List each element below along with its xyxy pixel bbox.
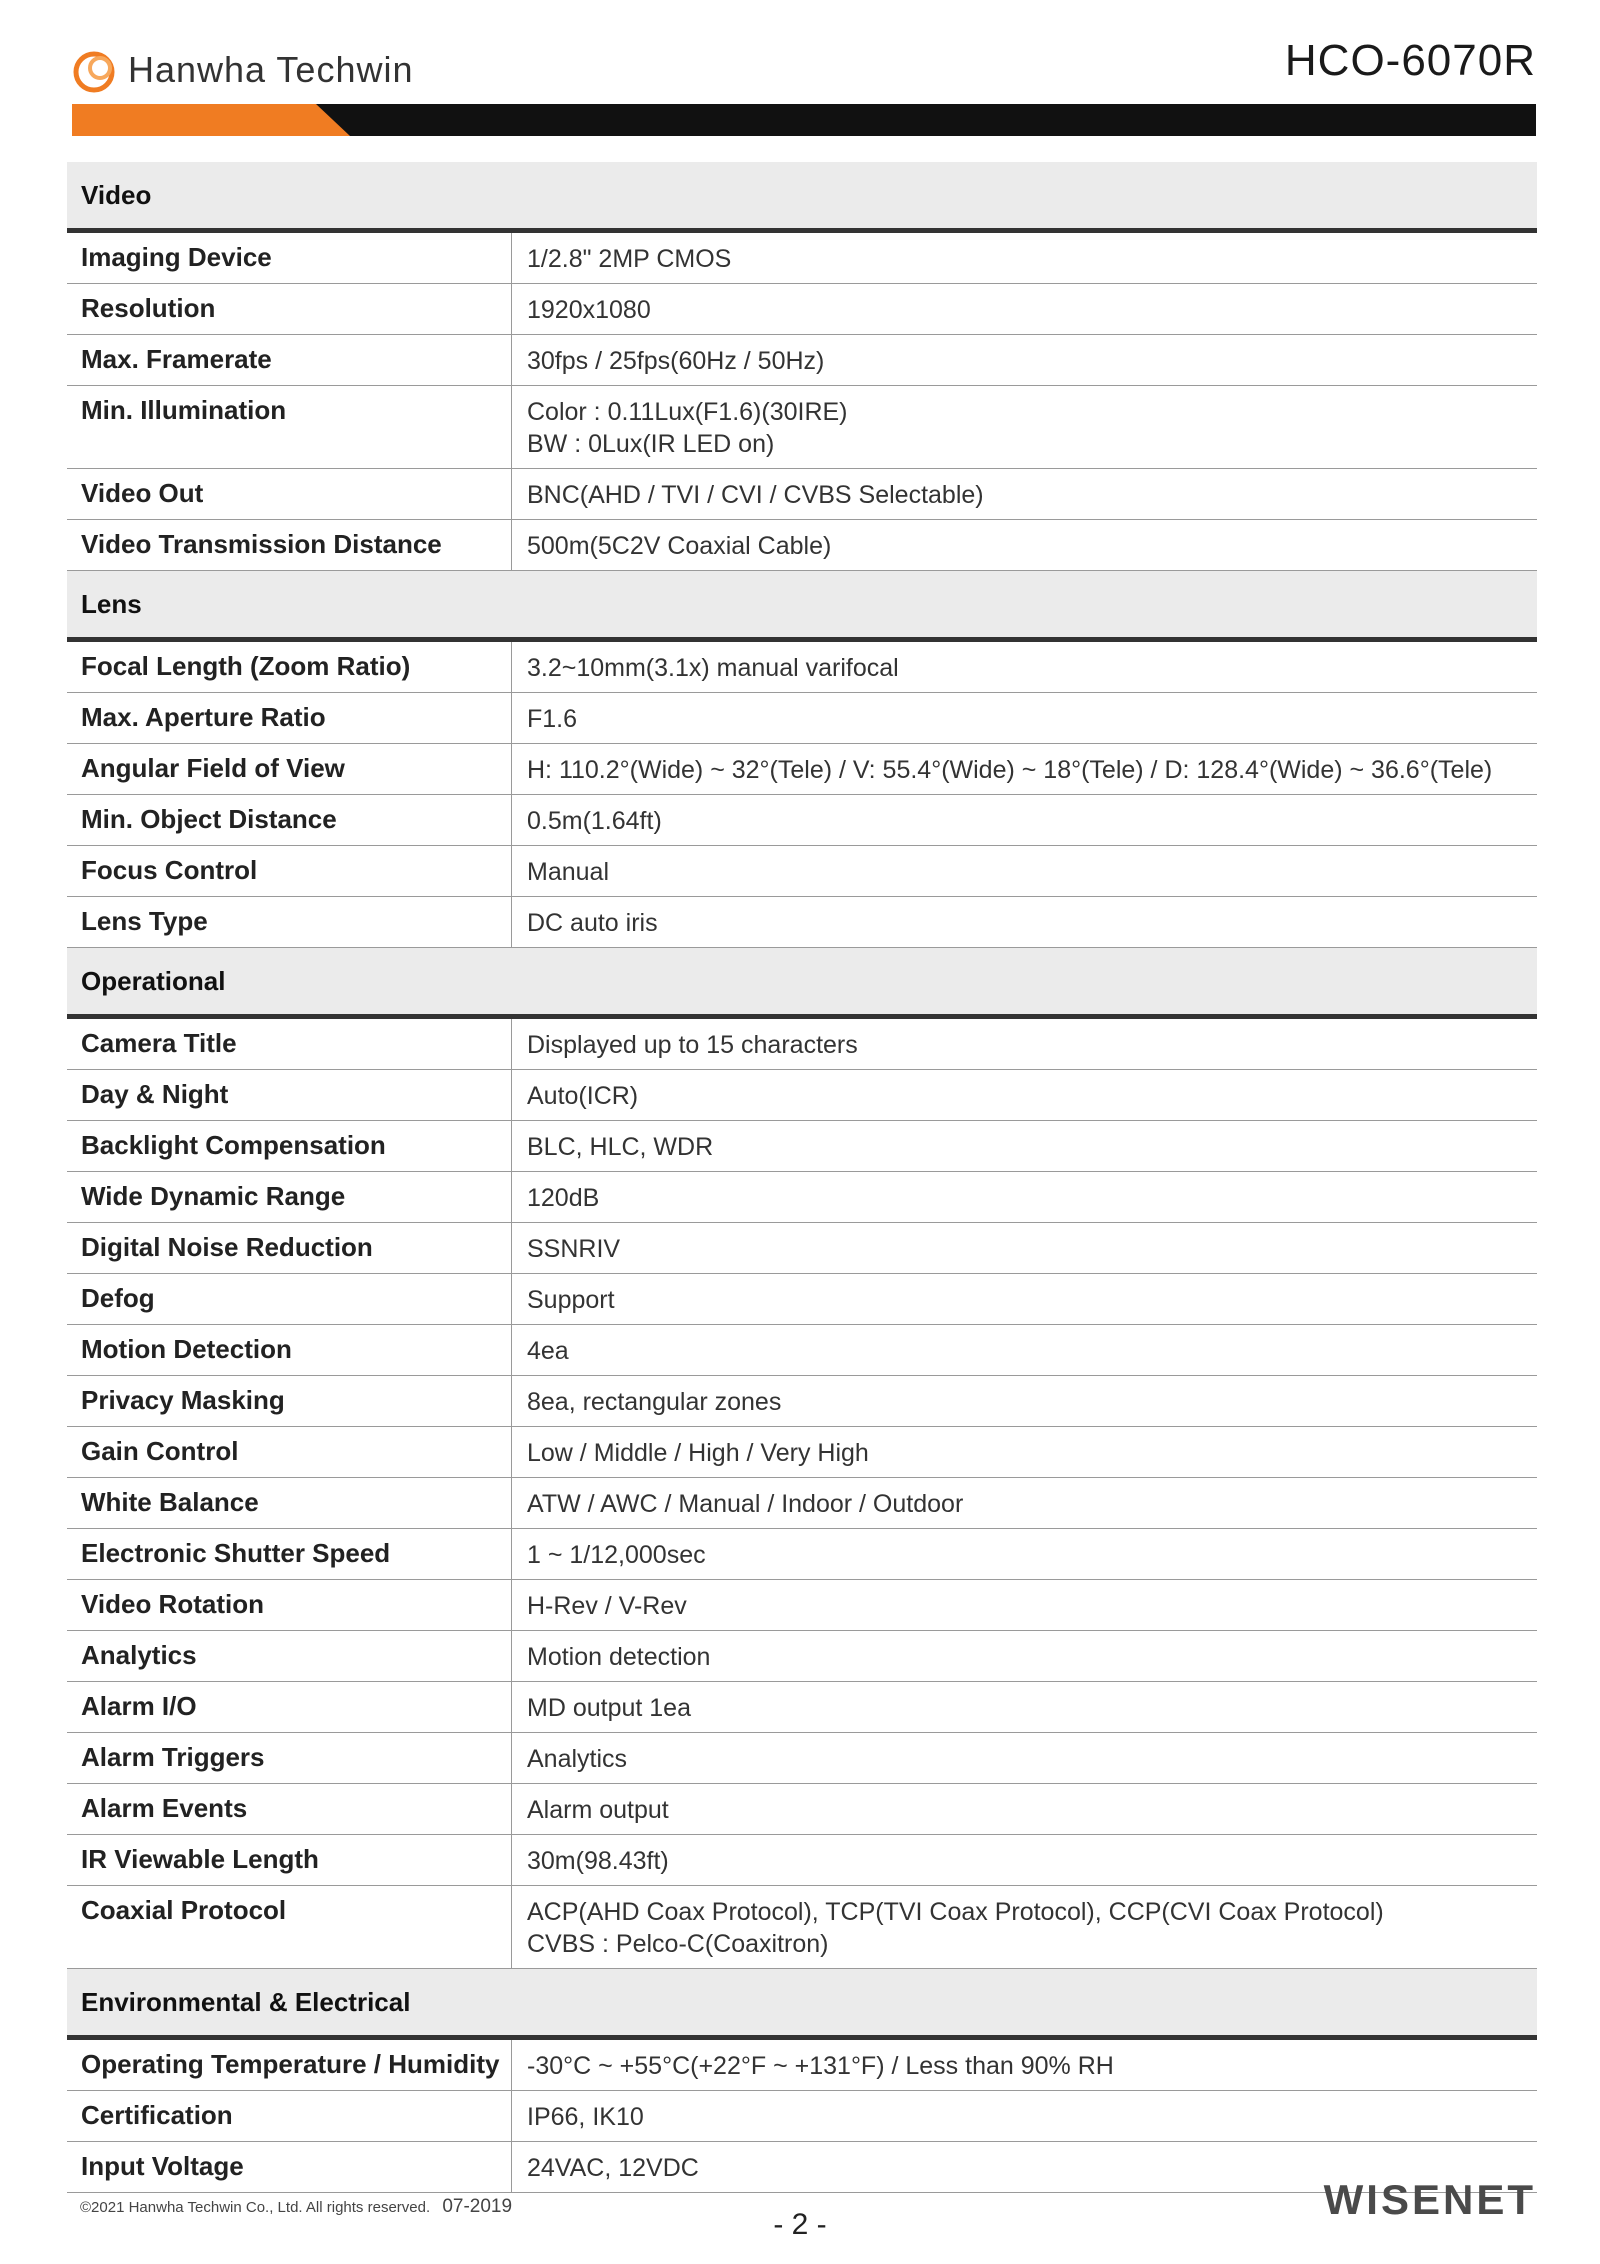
spec-section — [67, 571, 1537, 948]
spec-row — [67, 1274, 1537, 1325]
spec-row — [67, 1835, 1537, 1886]
hanwha-logo-icon — [70, 44, 122, 96]
spec-value-line: 500m(5C2V Coaxial Cable) — [527, 532, 832, 560]
page-footer — [0, 2160, 1600, 2260]
spec-label: Backlight Compensation — [67, 1121, 512, 1171]
header-band — [72, 104, 1536, 136]
spec-value — [512, 1682, 1537, 1732]
spec-value — [512, 1631, 1537, 1681]
spec-value-line: BNC(AHD / TVI / CVI / CVBS Selectable) — [527, 481, 984, 509]
spec-value-line: Displayed up to 15 characters — [527, 1031, 858, 1059]
spec-value-line: Color : 0.11Lux(F1.6)(30IRE) — [527, 398, 848, 426]
page-header — [0, 0, 1600, 140]
spec-value — [512, 1070, 1537, 1120]
spec-value-line: Motion detection — [527, 1643, 711, 1671]
spec-label: Certification — [67, 2091, 512, 2141]
spec-value — [512, 1325, 1537, 1375]
spec-label: Video Transmission Distance — [67, 520, 512, 570]
spec-value-line: 1920x1080 — [527, 296, 651, 324]
spec-value — [512, 1886, 1537, 1968]
spec-value — [512, 1427, 1537, 1477]
spec-row — [67, 2040, 1537, 2091]
spec-value — [512, 1121, 1537, 1171]
spec-value-line: ACP(AHD Coax Protocol), TCP(TVI Coax Protocol), CCP(CVI Coax Protocol) — [527, 1898, 1384, 1926]
spec-label: Alarm I/O — [67, 1682, 512, 1732]
spec-label: Operating Temperature / Humidity — [67, 2040, 512, 2090]
section-title: Lens — [67, 571, 1537, 642]
spec-value-line: SSNRIV — [527, 1235, 621, 1263]
spec-value-line: Auto(ICR) — [527, 1082, 639, 1110]
spec-value — [512, 897, 1537, 947]
spec-value — [512, 1223, 1537, 1273]
spec-row — [67, 1478, 1537, 1529]
spec-table — [67, 162, 1537, 2193]
spec-value-line: F1.6 — [527, 705, 578, 733]
spec-label: Motion Detection — [67, 1325, 512, 1375]
spec-label: Alarm Events — [67, 1784, 512, 1834]
spec-label: Day & Night — [67, 1070, 512, 1120]
spec-row — [67, 233, 1537, 284]
spec-row — [67, 1580, 1537, 1631]
spec-section — [67, 948, 1537, 1969]
spec-row — [67, 897, 1537, 948]
spec-row — [67, 1172, 1537, 1223]
spec-label: Gain Control — [67, 1427, 512, 1477]
spec-row — [67, 1631, 1537, 1682]
spec-row — [67, 846, 1537, 897]
spec-label: Electronic Shutter Speed — [67, 1529, 512, 1579]
spec-value-line: CVBS : Pelco-C(Coaxitron) — [527, 1930, 829, 1958]
spec-label: IR Viewable Length — [67, 1835, 512, 1885]
spec-value — [512, 795, 1537, 845]
spec-value — [512, 693, 1537, 743]
spec-value — [512, 1478, 1537, 1528]
spec-label: Coaxial Protocol — [67, 1886, 512, 1968]
spec-row — [67, 795, 1537, 846]
spec-value — [512, 846, 1537, 896]
spec-label: Min. Object Distance — [67, 795, 512, 845]
spec-row — [67, 1325, 1537, 1376]
spec-section — [67, 162, 1537, 571]
spec-value-line: 4ea — [527, 1337, 569, 1365]
spec-label: Analytics — [67, 1631, 512, 1681]
spec-row — [67, 386, 1537, 469]
spec-value — [512, 1274, 1537, 1324]
spec-value-line: 3.2~10mm(3.1x) manual varifocal — [527, 654, 899, 682]
spec-value-line: -30°C ~ +55°C(+22°F ~ +131°F) / Less than 90% RH — [527, 2052, 1114, 2080]
spec-label: Min. Illumination — [67, 386, 512, 468]
spec-value-line: ATW / AWC / Manual / Indoor / Outdoor — [527, 1490, 964, 1518]
section-title: Environmental & Electrical — [67, 1969, 1537, 2040]
spec-label: Video Out — [67, 469, 512, 519]
spec-row — [67, 1529, 1537, 1580]
spec-row — [67, 1070, 1537, 1121]
spec-row — [67, 335, 1537, 386]
spec-value-line: H: 110.2°(Wide) ~ 32°(Tele) / V: 55.4°(Wide) ~ 18°(Tele) / D: 128.4°(Wide) ~ 36.6°(Tele) — [527, 756, 1493, 784]
spec-value-line: Support — [527, 1286, 615, 1314]
spec-row — [67, 1427, 1537, 1478]
spec-label: Alarm Triggers — [67, 1733, 512, 1783]
spec-value-line: Analytics — [527, 1745, 628, 1773]
spec-value — [512, 1529, 1537, 1579]
spec-row — [67, 1733, 1537, 1784]
page-number: - 2 - — [773, 2208, 827, 2241]
spec-row — [67, 1121, 1537, 1172]
spec-value — [512, 2040, 1537, 2090]
spec-value — [512, 469, 1537, 519]
spec-row — [67, 1784, 1537, 1835]
spec-value — [512, 2091, 1537, 2141]
revision-date: 07-2019 — [442, 2196, 513, 2217]
spec-value-line: 1 ~ 1/12,000sec — [527, 1541, 706, 1569]
spec-value-line: Manual — [527, 858, 609, 886]
spec-value — [512, 520, 1537, 570]
spec-row — [67, 1376, 1537, 1427]
spec-value — [512, 1733, 1537, 1783]
spec-value — [512, 744, 1537, 794]
spec-row — [67, 2091, 1537, 2142]
spec-value-line: BW : 0Lux(IR LED on) — [527, 430, 775, 458]
spec-value-line: 120dB — [527, 1184, 600, 1212]
section-title: Operational — [67, 948, 1537, 1019]
model-number: HCO-6070R — [1284, 36, 1536, 85]
section-title: Video — [67, 162, 1537, 233]
spec-value — [512, 386, 1537, 468]
spec-value-line: Low / Middle / High / Very High — [527, 1439, 869, 1467]
spec-row — [67, 469, 1537, 520]
spec-row — [67, 1223, 1537, 1274]
spec-value — [512, 233, 1537, 283]
spec-value — [512, 284, 1537, 334]
spec-value-line: MD output 1ea — [527, 1694, 691, 1722]
spec-label: Lens Type — [67, 897, 512, 947]
spec-label: Resolution — [67, 284, 512, 334]
spec-label: White Balance — [67, 1478, 512, 1528]
spec-value — [512, 1580, 1537, 1630]
spec-value — [512, 1784, 1537, 1834]
wisenet-logo: WISENET — [1323, 2176, 1536, 2223]
spec-value-line: 8ea, rectangular zones — [527, 1388, 782, 1416]
spec-value-line: 0.5m(1.64ft) — [527, 807, 662, 835]
spec-value-line: IP66, IK10 — [527, 2103, 644, 2131]
spec-label: Defog — [67, 1274, 512, 1324]
spec-row — [67, 284, 1537, 335]
spec-label: Angular Field of View — [67, 744, 512, 794]
spec-row — [67, 1886, 1537, 1969]
spec-label: Wide Dynamic Range — [67, 1172, 512, 1222]
spec-row — [67, 1682, 1537, 1733]
spec-label: Video Rotation — [67, 1580, 512, 1630]
spec-value-line: Alarm output — [527, 1796, 669, 1824]
spec-row — [67, 1019, 1537, 1070]
company-name: Hanwha Techwin — [128, 49, 414, 90]
spec-value-line: 1/2.8" 2MP CMOS — [527, 245, 732, 273]
spec-label: Camera Title — [67, 1019, 512, 1069]
spec-value-line: 30fps / 25fps(60Hz / 50Hz) — [527, 347, 825, 375]
spec-value-line: BLC, HLC, WDR — [527, 1133, 714, 1161]
spec-label: Max. Framerate — [67, 335, 512, 385]
spec-label: Digital Noise Reduction — [67, 1223, 512, 1273]
spec-label: Input Voltage — [67, 2142, 512, 2192]
spec-value-line: 30m(98.43ft) — [527, 1847, 669, 1875]
spec-value-line: 24VAC, 12VDC — [527, 2154, 699, 2182]
spec-value-line: H-Rev / V-Rev — [527, 1592, 687, 1620]
spec-value — [512, 1019, 1537, 1069]
spec-value — [512, 335, 1537, 385]
spec-value — [512, 1835, 1537, 1885]
spec-row — [67, 642, 1537, 693]
spec-label: Focus Control — [67, 846, 512, 896]
spec-label: Imaging Device — [67, 233, 512, 283]
spec-value — [512, 1172, 1537, 1222]
spec-label: Max. Aperture Ratio — [67, 693, 512, 743]
company-logo — [70, 44, 414, 96]
spec-label: Focal Length (Zoom Ratio) — [67, 642, 512, 692]
spec-row — [67, 520, 1537, 571]
spec-value — [512, 642, 1537, 692]
spec-row — [67, 693, 1537, 744]
spec-value-line: DC auto iris — [527, 909, 658, 937]
spec-value — [512, 1376, 1537, 1426]
spec-label: Privacy Masking — [67, 1376, 512, 1426]
copyright-text: ©2021 Hanwha Techwin Co., Ltd. All rights reserved. — [80, 2199, 431, 2216]
spec-row — [67, 744, 1537, 795]
